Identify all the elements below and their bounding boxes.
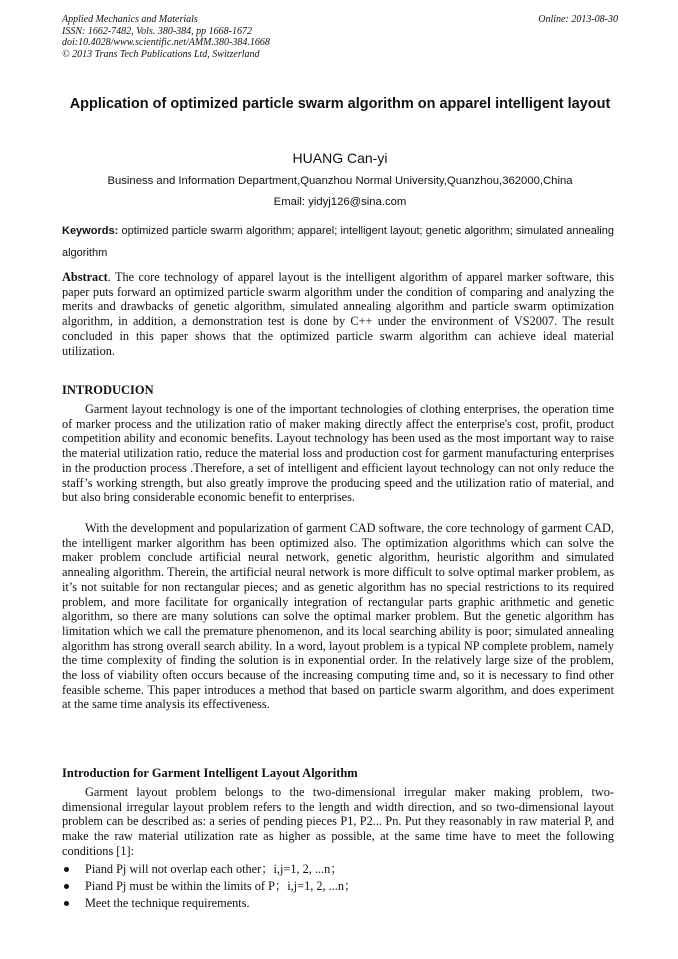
bullet-icon [64,901,69,906]
list-item-text: Meet the technique requirements. [85,896,250,910]
paper-title: Application of optimized particle swarm algorithm on apparel intelligent layout [69,96,611,112]
list-item [62,878,614,895]
journal-header [62,14,618,60]
list-item [62,895,614,912]
copyright-line: © 2013 Trans Tech Publications Ltd, Switzerland [62,48,260,60]
bullet-icon [64,867,69,872]
abstract-text: . The core technology of apparel layout is the intelligent algorithm of apparel marker software, this paper puts forward an optimized particle swarm algorithm under the condition of comparing and analyzing the merits and drawbacks of genetic algorithm, simulated annealing algorithm and particle swarm optimization algorithm, in addition, a demonstration test is done by C++ under the environment of VS2007. The result concluded in this paper shows that the optimized particle swarm algorithm can achieve ideal material utilization. [62,270,614,358]
section-heading-introduction: INTRODUCION [62,383,154,397]
intro-paragraph-2: With the development and popularization of garment CAD software, the core technology of garment CAD, the intelligent marker algorithm has been optimized also. The optimization algorithms which can solve the maker problem conclude artificial neural network, genetic algorithm, heuristic algorithm and simulated annealing algorithm. Therein, the artificial neural network is more difficult to solve optimal marker problem, as it’s not suitable for non rectangular pieces; and as genetic algorithm has no special restrictions to its required problem, and more facilitate for organically integration of rectangular parts graphic arithmetic and genetic algorithm, so there are many solutions can solve the optimal marker problem. But the genetic algorithm has limitation which we call the premature phenomenon, and its local searching ability is poor; simulated annealing algorithm has strong overall search ability. In a word, layout problem is a typical NP complete problem, namely the time complexity of finding the solution is in exponential order. In the relatively large size of the problem, the loss of viability often occurs because of the increasing computing time and, so it is necessary to find other feasible scheme. This paper introduces a method that based on particle swarm algorithm, and does experiment at the same time analysis its effectiveness. [62,521,614,712]
section-heading-layout-algorithm: Introduction for Garment Intelligent Layout Algorithm [62,766,358,780]
conditions-list [62,861,614,912]
doi-line: doi:10.4028/www.scientific.net/AMM.380-384.1668 [62,37,270,48]
keywords-label: Keywords: [62,225,119,237]
abstract-label: Abstract [62,270,108,284]
list-item [62,861,614,878]
journal-name: Applied Mechanics and Materials [62,14,198,25]
list-item-text: Piand Pj will not overlap each other；i,j=1, 2, ...n； [85,862,343,876]
online-date: Online: 2013-08-30 [538,14,618,25]
list-item-text: Piand Pj must be within the limits of P；i,j=1, 2, ...n； [85,879,357,893]
keywords-text: optimized particle swarm algorithm; apparel; intelligent layout; genetic algorithm; simulated annealing algorithm [62,225,614,259]
abstract [62,270,614,358]
layout-paragraph-1: Garment layout problem belongs to the two-dimensional irregular maker making problem, two-dimensional irregular layout problem refers to the length and width direction, and so two-dimensional layout problem can be described as: a series of pending pieces P1, P2... Pn. Put they reasonably in raw material P, and make the raw material utilization rate as higher as possible, at the same time have to meet the following conditions [1]: [62,785,614,858]
author-name: HUANG Can-yi [292,150,388,166]
bullet-icon [64,884,69,889]
author-affiliation: Business and Information Department,Quanzhou Normal University,Quanzhou,362000,China [107,175,573,187]
author-email: Email: yidyj126@sina.com [273,196,407,208]
issn-line: ISSN: 1662-7482, Vols. 380-384, pp 1668-1672 [62,25,252,37]
intro-paragraph-1: Garment layout technology is one of the important technologies of clothing enterprises, the operation time of marker process and the utilization ratio of maker making directly affect the enterprise's cost, profit, product competition ability and economic benefits. Layout technology has been used as the most important way to raise the material utilization ratio, reduce the material loss and production cost for garment manufacturing enterprises in the production process .Therefore, a set of intelligent and efficient layout technology can not only reduce the staff’s working strength, but also greatly improve the producing speed and the utilization ratio of material, and but also bring considerable economic benefit to enterprises. [62,402,614,505]
keywords [62,220,614,264]
